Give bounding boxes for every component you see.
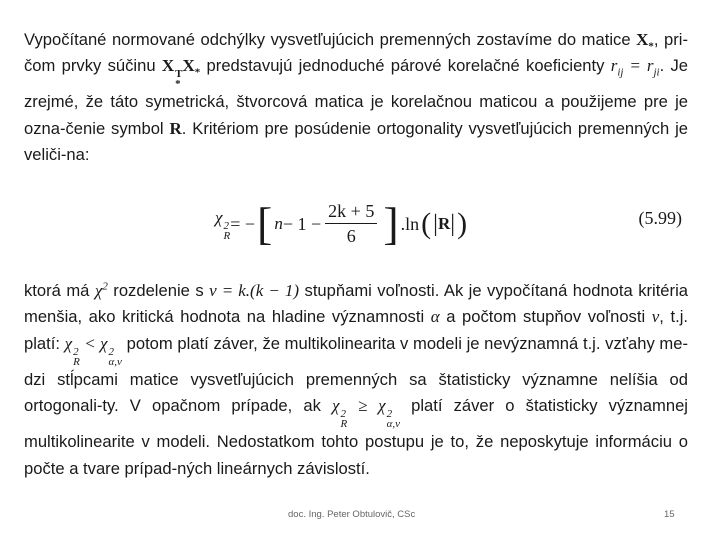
chi-symbol: χ bbox=[215, 207, 223, 227]
chi-symbol: χ bbox=[94, 281, 103, 300]
text: . Je zrejmé, že táto symetrická, štvorcová matica je korelačnou maticou a použijeme pre je ozna-čenie symbol bbox=[24, 56, 689, 138]
correlation-symmetry bbox=[610, 56, 660, 79]
subscript: α,v bbox=[108, 355, 122, 368]
operator: ≥ χ bbox=[347, 396, 386, 416]
operator: < χ bbox=[79, 333, 108, 353]
denominator: 6 bbox=[346, 226, 356, 246]
superscript: 2 bbox=[73, 345, 79, 358]
n-symbol: n bbox=[274, 214, 283, 233]
v-symbol: v bbox=[651, 307, 660, 327]
matrix-x-star bbox=[636, 30, 654, 53]
subscript: ij bbox=[617, 66, 624, 79]
matrix-r: R bbox=[169, 118, 182, 138]
superscript: 2 bbox=[108, 345, 115, 358]
matrix-product bbox=[161, 56, 201, 91]
subscript: R bbox=[73, 355, 80, 368]
subscript: R bbox=[340, 418, 348, 431]
chi-square-equation bbox=[215, 196, 469, 252]
subscript: * bbox=[175, 78, 181, 91]
superscript: T bbox=[175, 68, 183, 81]
text: ktorá má bbox=[24, 281, 95, 300]
equation-lhs bbox=[215, 208, 230, 241]
inequality-less bbox=[64, 333, 122, 368]
text: stupňami voľnosti. Ak je vypočítaná hodnota kritéria menšia, ako kritická hodnota na hladine významnosti bbox=[24, 281, 688, 327]
sup-sub-stack bbox=[223, 221, 230, 241]
subscript: R bbox=[223, 229, 231, 242]
degrees-of-freedom-formula: v = k.(k − 1) bbox=[209, 281, 300, 300]
equation-number: (5.99) bbox=[638, 208, 682, 228]
alpha-symbol: α bbox=[430, 307, 440, 327]
matrix-symbol: X bbox=[182, 56, 195, 76]
text: , t.j. platí: bbox=[24, 307, 688, 353]
superscript: 2 bbox=[386, 408, 393, 421]
det-bar-left: | bbox=[433, 210, 438, 237]
equals-sign: = − bbox=[230, 213, 256, 234]
text: predstavujú jednoduché párové korelačné koeficienty bbox=[200, 56, 611, 76]
det-matrix-r: R bbox=[437, 214, 451, 233]
chi-symbol: χ bbox=[64, 333, 73, 353]
superscript: 2 bbox=[340, 408, 347, 421]
superscript: 2 bbox=[223, 219, 229, 232]
fraction bbox=[325, 201, 377, 247]
text: a počtom stupňov voľnosti bbox=[439, 307, 652, 327]
det-bar-right: | bbox=[450, 210, 456, 237]
paragraph-intro bbox=[24, 27, 688, 169]
ln-operator: .ln bbox=[400, 213, 420, 234]
text: platí záver o štatisticky významnej multikolinearite v modeli. Nedostatkom tohto postupu je to, že neposkytuje informáciu o počte a tvare prípad-ných lineárnych závislostí. bbox=[24, 396, 688, 478]
matrix-symbol: X bbox=[636, 30, 649, 49]
subscript: ji bbox=[653, 66, 660, 79]
symbol: r bbox=[610, 56, 618, 76]
text: potom platí záver, že multikolinearita v modeli je nevýznamná t.j. vzťahy me-dzi stĺpcami matice vysvetľujúcich premenných sa štatisticky významne nelíšia od ortogonali-ty. V opačnom prípade, ak bbox=[24, 333, 689, 416]
inequality-geq bbox=[332, 396, 400, 431]
minus-one: − 1 − bbox=[282, 213, 322, 234]
sup-sub-stack bbox=[387, 409, 400, 429]
text: Vypočítané normované odchýlky vysvetľujúcich premenných zostavíme do matice bbox=[24, 30, 637, 49]
text: . Kritériom pre posúdenie ortogonality vysvetľujúcich premenných je veliči-na: bbox=[24, 118, 688, 165]
subscript: * bbox=[648, 40, 654, 53]
symbol: = r bbox=[623, 56, 654, 76]
chi-symbol: χ bbox=[332, 396, 340, 416]
footer-author: doc. Ing. Peter Obtulovič, CSc bbox=[288, 509, 416, 520]
sup-sub-stack bbox=[73, 347, 80, 367]
page-number: 15 bbox=[664, 509, 675, 520]
subscript: * bbox=[194, 66, 201, 79]
text: , pri-čom prvky súčinu bbox=[24, 30, 689, 76]
right-bracket: ] bbox=[383, 198, 399, 249]
numerator: 2k + 5 bbox=[325, 201, 377, 224]
chi-square-symbol bbox=[95, 281, 108, 300]
superscript: 2 bbox=[102, 280, 108, 293]
right-paren: ) bbox=[457, 207, 468, 240]
text: rozdelenie s bbox=[107, 281, 210, 300]
sup-sub-stack bbox=[109, 347, 122, 367]
left-paren: ( bbox=[421, 207, 432, 240]
paragraph-criterion bbox=[24, 278, 688, 482]
matrix-symbol: X bbox=[161, 56, 175, 76]
subscript: α,v bbox=[386, 418, 400, 431]
left-bracket: [ bbox=[257, 198, 273, 249]
